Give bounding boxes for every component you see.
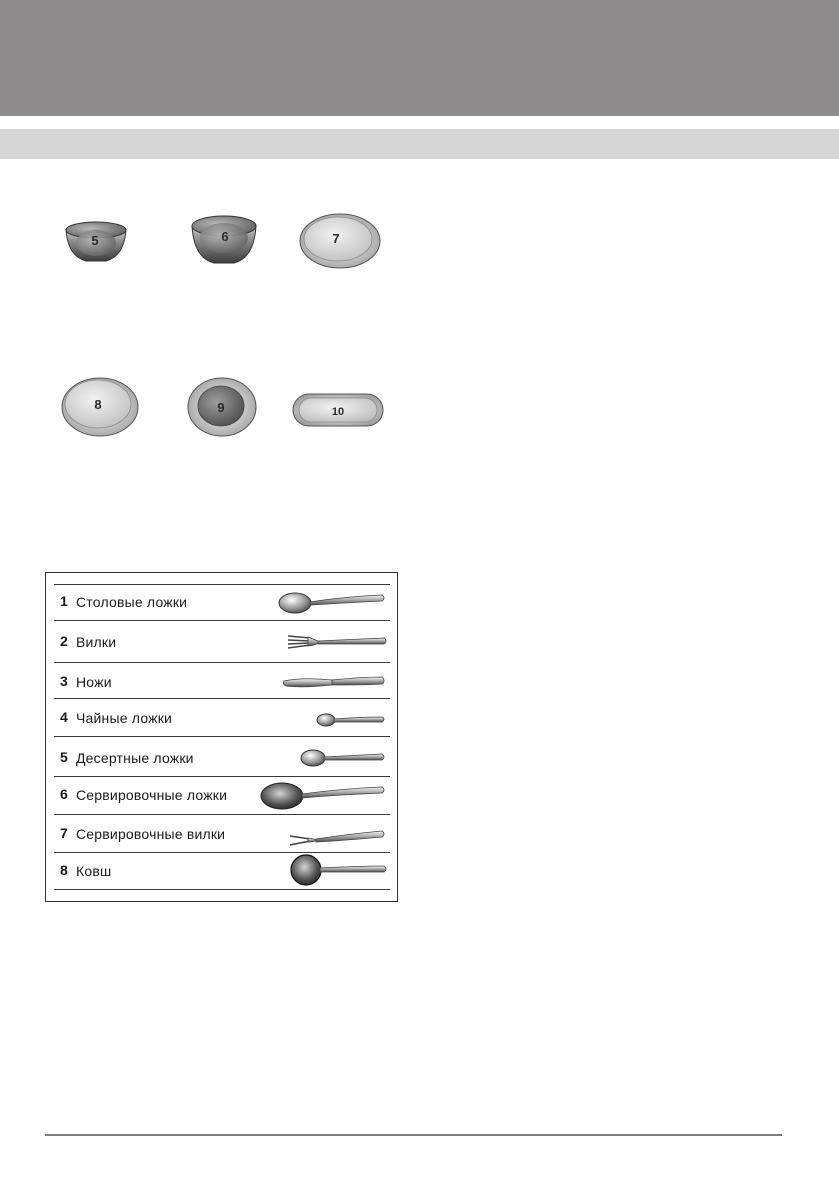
cutlery-row (54, 662, 390, 699)
row-number: 5 (60, 749, 68, 765)
dish-number: 10 (331, 406, 345, 418)
cutlery-row (54, 852, 390, 890)
cutlery-row (54, 814, 390, 853)
cutlery-legend-table (45, 572, 398, 902)
row-number: 2 (60, 633, 68, 649)
ladle-icon (290, 853, 388, 894)
section-band (0, 129, 839, 159)
dish-number: 7 (332, 231, 340, 246)
dish-oval-plate (298, 212, 382, 270)
knife-icon (282, 673, 386, 696)
row-label: Столовые ложки (76, 594, 188, 610)
dish-oblong-platter (292, 392, 384, 428)
dish-small-bowl (64, 220, 128, 264)
cutlery-row (54, 736, 390, 777)
row-number: 1 (60, 593, 68, 609)
row-label: Сервировочные вилки (76, 826, 226, 842)
cutlery-row (54, 584, 390, 621)
dish-deep-bowl (190, 214, 258, 266)
row-label: Вилки (76, 634, 117, 650)
dish-soup-plate (186, 376, 258, 438)
serving-spoon-icon (260, 779, 386, 816)
dessert-spoon-icon (300, 747, 386, 774)
cutlery-row (54, 698, 390, 737)
dish-number: 9 (217, 400, 225, 415)
cutlery-row (54, 776, 390, 815)
row-number: 8 (60, 862, 68, 878)
row-number: 7 (60, 825, 68, 841)
dish-large-oval-plate (60, 376, 140, 438)
footer-rule (45, 1134, 782, 1136)
row-number: 4 (60, 709, 68, 725)
serving-fork-icon (290, 827, 386, 854)
dish-number: 6 (221, 229, 229, 244)
row-number: 3 (60, 673, 68, 689)
row-number: 6 (60, 786, 68, 802)
row-label: Ножи (76, 674, 112, 690)
table-spoon-icon (278, 590, 386, 621)
row-label: Десертные ложки (76, 750, 194, 766)
row-label: Ковш (76, 863, 112, 879)
row-label: Чайные ложки (76, 710, 173, 726)
cutlery-row (54, 620, 390, 663)
row-label: Сервировочные ложки (76, 787, 228, 803)
teaspoon-icon (316, 711, 386, 734)
dish-number: 5 (91, 233, 99, 248)
dish-number: 8 (94, 397, 102, 412)
fork-icon (288, 631, 388, 658)
header-band (0, 0, 839, 116)
